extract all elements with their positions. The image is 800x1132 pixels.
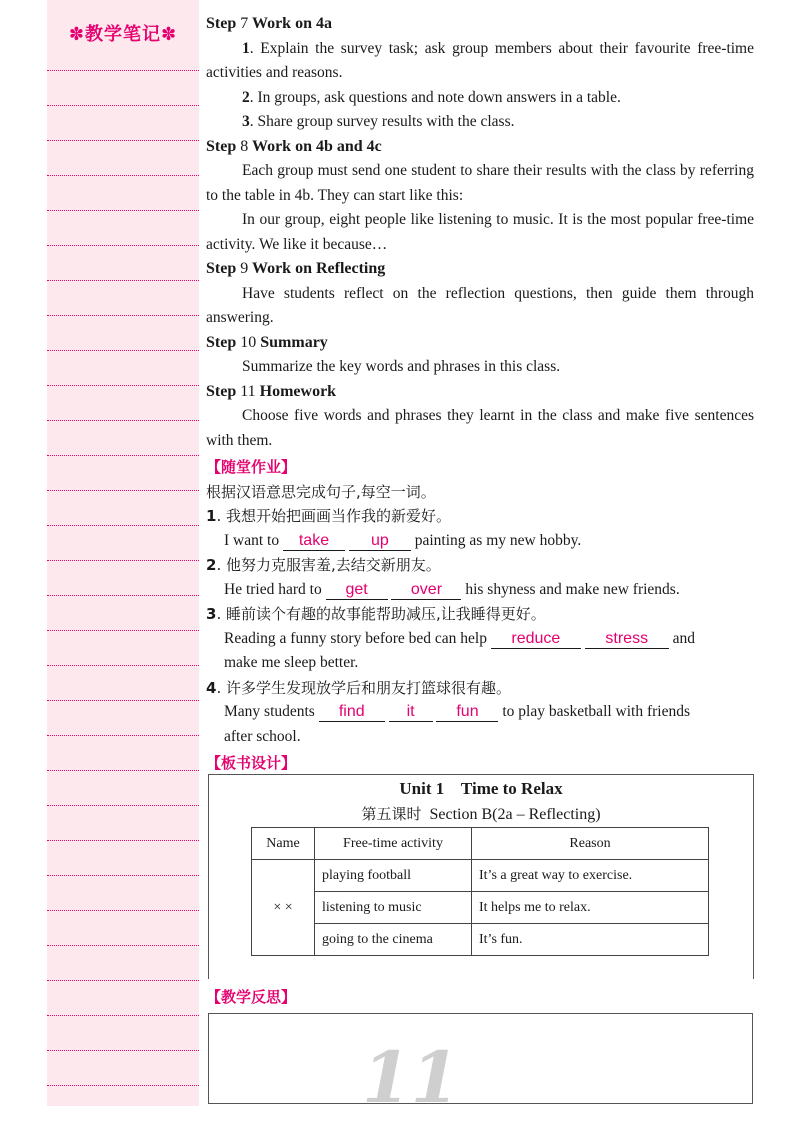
exercise-heading: 【随堂作业】 xyxy=(206,458,297,476)
note-line xyxy=(47,175,199,176)
answer-blank: stress xyxy=(585,630,669,649)
note-line xyxy=(47,735,199,736)
name-cell: × × xyxy=(252,860,315,956)
reason-cell: It’s fun. xyxy=(472,924,709,956)
board-heading: 【板书设计】 xyxy=(206,754,297,772)
question-4-en: Many students find it fun to play basketball with friends xyxy=(224,703,691,720)
step-9-title: Step 9 Work on Reflecting xyxy=(206,260,386,277)
note-line xyxy=(47,945,199,946)
page-number: 11 xyxy=(362,1036,460,1119)
reason-cell: It helps me to relax. xyxy=(472,892,709,924)
note-line xyxy=(47,210,199,211)
step-10-paragraph: Summarize the key words and phrases in this class. xyxy=(242,358,561,375)
note-line xyxy=(47,1085,199,1086)
note-line xyxy=(47,770,199,771)
reflection-box[interactable] xyxy=(208,1013,753,1104)
note-line xyxy=(47,1015,199,1016)
answer-blank: fun xyxy=(436,703,498,722)
question-4-en-cont: after school. xyxy=(224,727,301,745)
note-line xyxy=(47,70,199,71)
note-line xyxy=(47,910,199,911)
activity-table xyxy=(251,827,709,956)
note-line xyxy=(47,700,199,701)
step-11-title: Step 11 Homework xyxy=(206,382,337,400)
step-7-item: 3. Share group survey results with the class. xyxy=(242,113,515,130)
note-line xyxy=(47,980,199,981)
step-9-paragraph: Have students reflect on the reflection questions, then guide them through answering. xyxy=(206,284,754,326)
board-design xyxy=(208,774,754,979)
step-7-item: 1. Explain the survey task; ask group members about their favourite free-time activities and reasons. xyxy=(206,39,754,81)
activity-cell: going to the cinema xyxy=(315,924,472,956)
note-line xyxy=(47,280,199,281)
lesson-content xyxy=(206,12,754,776)
column-header: Name xyxy=(252,828,315,860)
question-3-en-cont: make me sleep better. xyxy=(224,654,359,671)
activity-cell: listening to music xyxy=(315,892,472,924)
note-line xyxy=(47,525,199,526)
answer-blank: take xyxy=(283,532,345,551)
column-header: Free-time activity xyxy=(315,828,472,860)
note-line xyxy=(47,630,199,631)
answer-blank: up xyxy=(349,532,411,551)
note-line xyxy=(47,105,199,106)
question-4-cn: 4. 许多学生发现放学后和朋友打篮球很有趣。 xyxy=(206,678,511,697)
step-7-title: Step 7 Work on 4a xyxy=(206,15,332,32)
note-line xyxy=(47,1050,199,1051)
question-1-en: I want to take up painting as my new hobby. xyxy=(224,531,582,549)
sidebar-title: ✽教学笔记✽ xyxy=(68,24,178,45)
table-header-row xyxy=(252,828,709,860)
table-row xyxy=(252,860,709,892)
step-8-paragraph: In our group, eight people like listening to music. It is the most popular free-time activity. We like it because… xyxy=(206,211,754,253)
board-title: Unit 1 Time to Relax xyxy=(399,779,563,798)
step-10-title: Step 10 Summary xyxy=(206,333,328,351)
question-2-cn: 2. 他努力克服害羞,去结交新朋友。 xyxy=(206,556,441,574)
question-3-en: Reading a funny story before bed can help reduce stress and xyxy=(224,629,695,647)
note-line xyxy=(47,350,199,351)
note-line xyxy=(47,315,199,316)
board-subtitle: 第五课时 Section B(2a – Reflecting) xyxy=(361,805,601,823)
column-header: Reason xyxy=(472,828,709,860)
note-line xyxy=(47,385,199,386)
table-row xyxy=(252,892,709,924)
answer-blank: reduce xyxy=(491,630,581,649)
note-line xyxy=(47,560,199,561)
answer-blank: get xyxy=(326,581,388,600)
note-line xyxy=(47,490,199,491)
activity-cell: playing football xyxy=(315,860,472,892)
note-line xyxy=(47,245,199,246)
reflection-heading: 【教学反思】 xyxy=(206,988,297,1006)
note-line xyxy=(47,665,199,666)
step-8-paragraph: Each group must send one student to share their results with the class by referring to the table in 4b. They can start like this: xyxy=(206,162,754,204)
table-row xyxy=(252,924,709,956)
question-3-cn: 3. 睡前读个有趣的故事能帮助减压,让我睡得更好。 xyxy=(206,605,546,623)
answer-blank: find xyxy=(319,703,385,722)
note-line xyxy=(47,840,199,841)
step-11-paragraph: Choose five words and phrases they learnt in the class and make five sentences with them. xyxy=(206,407,754,449)
note-line xyxy=(47,805,199,806)
answer-blank: it xyxy=(389,703,433,722)
note-line xyxy=(47,595,199,596)
note-line xyxy=(47,420,199,421)
step-8-title: Step 8 Work on 4b and 4c xyxy=(206,137,382,155)
answer-blank: over xyxy=(391,581,461,600)
step-7-item: 2. In groups, ask questions and note down answers in a table. xyxy=(242,88,621,106)
note-line xyxy=(47,875,199,876)
note-line xyxy=(47,455,199,456)
exercise-instruction: 根据汉语意思完成句子,每空一词。 xyxy=(206,482,436,501)
reason-cell: It’s a great way to exercise. xyxy=(472,860,709,892)
question-1-cn: 1. 我想开始把画画当作我的新爱好。 xyxy=(206,507,451,525)
question-2-en: He tried hard to get over his shyness and make new friends. xyxy=(224,580,680,598)
notes-sidebar xyxy=(47,0,199,1106)
note-line xyxy=(47,140,199,141)
